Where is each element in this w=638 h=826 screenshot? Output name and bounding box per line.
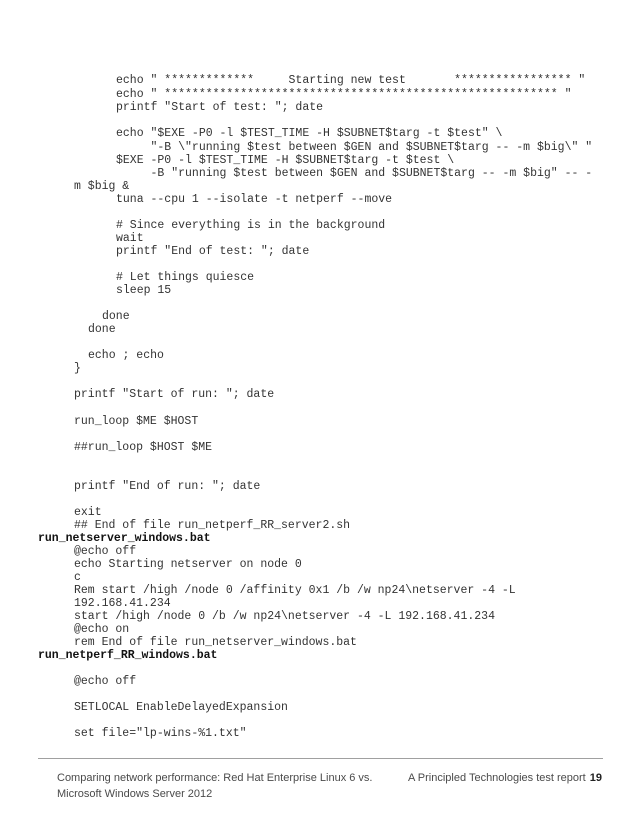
code-line: echo " ********************************************************* " xyxy=(116,88,572,101)
script-filename-heading: run_netserver_windows.bat xyxy=(38,532,211,545)
footer-publisher-text: A Principled Technologies test report xyxy=(408,772,586,784)
code-line: printf "Start of test: "; date xyxy=(116,101,324,114)
code-line: } xyxy=(74,362,81,375)
code-line: exit xyxy=(74,506,102,519)
code-line: echo Starting netserver on node 0 xyxy=(74,558,302,571)
code-line: Rem start /high /node 0 /affinity 0x1 /b /w np24\netserver -4 -L xyxy=(74,584,516,597)
code-line: ## End of file run_netperf_RR_server2.sh xyxy=(74,519,351,532)
code-line: c xyxy=(74,571,81,584)
code-line: "-B \"running $test between $GEN and $SUBNET$targ -- -m $big\" " xyxy=(116,141,593,154)
code-line: run_loop $ME $HOST xyxy=(74,415,199,428)
code-line: wait xyxy=(116,232,144,245)
code-line: 192.168.41.234 xyxy=(74,597,171,610)
code-line: $EXE -P0 -l $TEST_TIME -H $SUBNET$targ -t $test \ xyxy=(116,154,455,167)
code-line: done xyxy=(88,323,116,336)
code-line: done xyxy=(102,310,130,323)
code-line: SETLOCAL EnableDelayedExpansion xyxy=(74,701,288,714)
code-line: -B "running $test between $GEN and $SUBNET$targ -- -m $big" -- - xyxy=(116,167,593,180)
code-line: @echo off xyxy=(74,675,137,688)
code-line: sleep 15 xyxy=(116,284,172,297)
footer-report-title xyxy=(57,770,387,802)
code-line: start /high /node 0 /b /w np24\netserver -4 -L 192.168.41.234 xyxy=(74,610,495,623)
code-line: printf "Start of run: "; date xyxy=(74,388,275,401)
code-line: printf "End of run: "; date xyxy=(74,480,261,493)
code-line: # Since everything is in the background xyxy=(116,219,386,232)
code-line: printf "End of test: "; date xyxy=(116,245,310,258)
script-filename-heading: run_netperf_RR_windows.bat xyxy=(38,649,218,662)
code-line: tuna --cpu 1 --isolate -t netperf --move xyxy=(116,193,393,206)
code-line: m $big & xyxy=(74,180,130,193)
code-line: @echo on xyxy=(74,623,130,636)
code-line: echo " ************* Starting new test ***************** " xyxy=(116,74,586,87)
code-line: @echo off xyxy=(74,545,137,558)
code-line: echo ; echo xyxy=(88,349,164,362)
code-line: # Let things quiesce xyxy=(116,271,255,284)
footer-divider xyxy=(38,758,603,759)
footer-title-line-2: Microsoft Windows Server 2012 xyxy=(57,788,213,800)
code-line: echo "$EXE -P0 -l $TEST_TIME -H $SUBNET$targ -t $test" \ xyxy=(116,127,503,140)
code-line: set file="lp-wins-%1.txt" xyxy=(74,727,247,740)
code-line: ##run_loop $HOST $ME xyxy=(74,441,213,454)
footer-title-line-1: Comparing network performance: Red Hat Enterprise Linux 6 vs. xyxy=(57,772,373,784)
page-number: 19 xyxy=(589,772,602,784)
code-line: rem End of file run_netserver_windows.bat xyxy=(74,636,357,649)
footer-publisher xyxy=(380,770,602,786)
